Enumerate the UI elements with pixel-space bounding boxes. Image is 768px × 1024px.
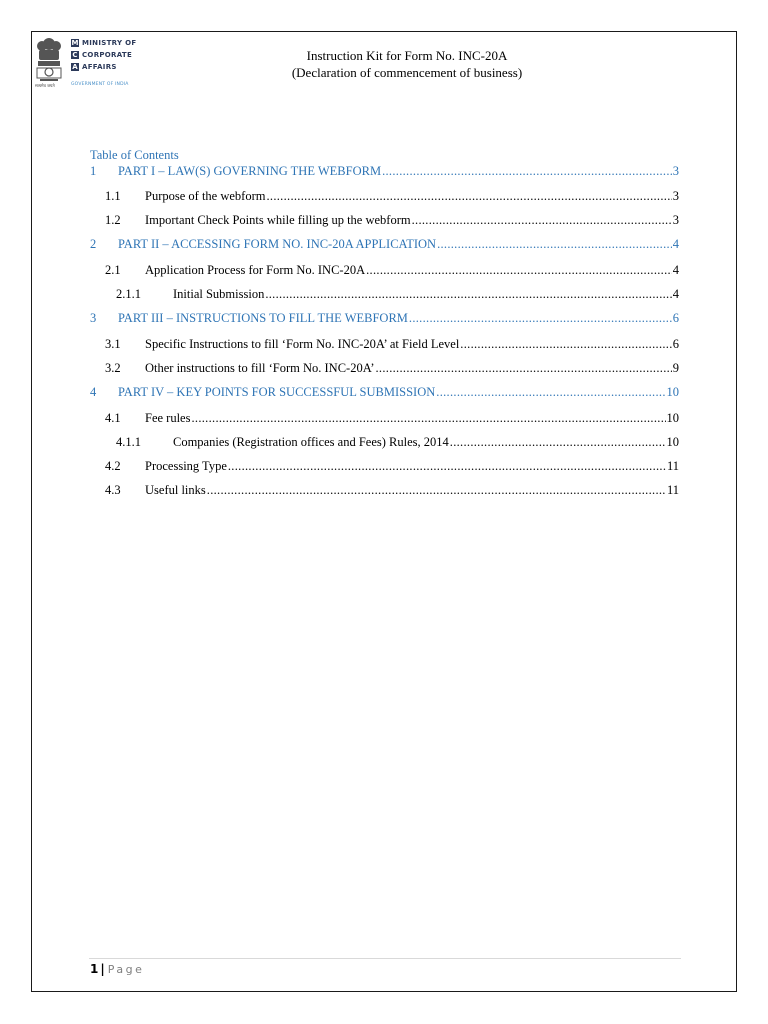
toc-leader-dots bbox=[266, 189, 671, 204]
toc-entry-title: Useful links bbox=[145, 483, 206, 497]
toc-entry-number: 2.1.1 bbox=[116, 287, 141, 301]
emblem-caption: सत्यमेव जयते bbox=[35, 83, 55, 88]
document-page bbox=[31, 31, 737, 992]
toc-entry-number: 4.1.1 bbox=[116, 435, 141, 449]
toc-entry-4-3[interactable] bbox=[105, 483, 679, 498]
toc-entry-title: Companies (Registration offices and Fees) Rules, 2014 bbox=[173, 435, 449, 449]
mca-letter-c: C bbox=[72, 51, 78, 59]
toc-entry-title: PART I – LAW(S) GOVERNING THE WEBFORM bbox=[118, 164, 382, 178]
toc-leader-dots bbox=[437, 237, 672, 252]
toc-entry-1[interactable] bbox=[90, 164, 679, 179]
document-header-title bbox=[237, 47, 577, 81]
toc-entry-page: 3 bbox=[672, 164, 679, 178]
toc-leader-dots bbox=[450, 435, 666, 450]
footer-divider bbox=[89, 958, 681, 959]
toc-entry-3-1[interactable] bbox=[105, 337, 679, 352]
toc-leader-dots bbox=[382, 164, 672, 179]
page-footer bbox=[90, 962, 144, 976]
toc-entry-page: 10 bbox=[666, 411, 679, 425]
mca-line-ministry bbox=[71, 38, 136, 48]
toc-entry-title: PART IV – KEY POINTS FOR SUCCESSFUL SUBMISSION bbox=[118, 385, 436, 399]
toc-entry-number: 3 bbox=[90, 311, 97, 325]
toc-entry-4-1[interactable] bbox=[105, 411, 679, 426]
toc-entry-3[interactable] bbox=[90, 311, 679, 326]
toc-entry-page: 3 bbox=[672, 213, 679, 227]
toc-entry-page: 10 bbox=[666, 385, 679, 399]
toc-entry-title: PART II – ACCESSING FORM NO. INC-20A APPLICATION bbox=[118, 237, 437, 251]
mca-logo bbox=[34, 36, 164, 92]
mca-word-ministry: MINISTRY OF bbox=[82, 39, 137, 47]
mca-letter-a: A bbox=[72, 63, 78, 71]
toc-entry-page: 3 bbox=[672, 189, 679, 203]
toc-entry-page: 6 bbox=[672, 337, 679, 351]
toc-entry-title: Fee rules bbox=[145, 411, 191, 425]
mca-word-corporate: CORPORATE bbox=[82, 51, 133, 59]
toc-entry-4-1-1[interactable] bbox=[116, 435, 679, 450]
toc-entry-1-2[interactable] bbox=[105, 213, 679, 228]
toc-leader-dots bbox=[228, 459, 666, 474]
toc-entry-number: 4.2 bbox=[105, 459, 121, 473]
toc-entry-4[interactable] bbox=[90, 385, 679, 400]
footer-separator: | bbox=[100, 962, 105, 976]
footer-page-number: 1 bbox=[90, 962, 99, 976]
toc-leader-dots bbox=[460, 337, 671, 352]
toc-entry-number: 4.3 bbox=[105, 483, 121, 497]
toc-entry-page: 4 bbox=[672, 263, 679, 277]
toc-entry-number: 1 bbox=[90, 164, 97, 178]
toc-leader-dots bbox=[409, 311, 672, 326]
toc-entry-title: PART III – INSTRUCTIONS TO FILL THE WEBFORM bbox=[118, 311, 408, 325]
toc-leader-dots bbox=[265, 287, 671, 302]
toc-leader-dots bbox=[436, 385, 665, 400]
toc-leader-dots bbox=[191, 411, 665, 426]
toc-entry-title: Other instructions to fill ‘Form No. INC-20A’ bbox=[145, 361, 375, 375]
toc-heading: Table of Contents bbox=[90, 148, 179, 162]
mca-line-corporate bbox=[71, 50, 136, 60]
toc-entry-number: 2 bbox=[90, 237, 97, 251]
toc-entry-2-1[interactable] bbox=[105, 263, 679, 278]
toc-entry-title: Initial Submission bbox=[173, 287, 265, 301]
toc-entry-page: 9 bbox=[672, 361, 679, 375]
toc-entry-2-1-1[interactable] bbox=[116, 287, 679, 302]
toc-entry-number: 4 bbox=[90, 385, 97, 399]
toc-leader-dots bbox=[366, 263, 672, 278]
toc-entry-1-1[interactable] bbox=[105, 189, 679, 204]
header-title-line-2: (Declaration of commencement of business) bbox=[291, 65, 523, 80]
toc-entry-page: 11 bbox=[666, 483, 679, 497]
toc-entry-number: 2.1 bbox=[105, 263, 121, 277]
toc-entry-title: Processing Type bbox=[145, 459, 227, 473]
toc-entry-number: 4.1 bbox=[105, 411, 121, 425]
toc-leader-dots bbox=[412, 213, 672, 228]
toc-entry-title: Application Process for Form No. INC-20A bbox=[145, 263, 366, 277]
toc-entry-page: 4 bbox=[672, 237, 679, 251]
toc-entry-page: 10 bbox=[666, 435, 679, 449]
header-title-line-1: Instruction Kit for Form No. INC-20A bbox=[306, 48, 508, 63]
toc-entry-number: 3.1 bbox=[105, 337, 121, 351]
footer-page-word: Page bbox=[107, 963, 145, 976]
toc-entry-number: 3.2 bbox=[105, 361, 121, 375]
government-of-india-label: GOVERNMENT OF INDIA bbox=[71, 82, 129, 87]
toc-entry-title: Specific Instructions to fill ‘Form No. INC-20A’ at Field Level bbox=[145, 337, 460, 351]
toc-entry-4-2[interactable] bbox=[105, 459, 679, 474]
mca-line-affairs bbox=[71, 62, 136, 72]
toc-entry-title: Important Check Points while filling up the webform bbox=[145, 213, 411, 227]
toc-entry-2[interactable] bbox=[90, 237, 679, 252]
toc-entry-page: 11 bbox=[666, 459, 679, 473]
mca-wordmark bbox=[71, 38, 136, 74]
toc-entry-number: 1.1 bbox=[105, 189, 121, 203]
toc-entry-page: 6 bbox=[672, 311, 679, 325]
toc-entry-page: 4 bbox=[672, 287, 679, 301]
mca-letter-m: M bbox=[71, 39, 79, 47]
toc-leader-dots bbox=[376, 361, 672, 376]
mca-word-affairs: AFFAIRS bbox=[82, 63, 117, 71]
toc-entry-3-2[interactable] bbox=[105, 361, 679, 376]
toc-entry-title: Purpose of the webform bbox=[145, 189, 266, 203]
toc-leader-dots bbox=[207, 483, 666, 498]
toc-entry-number: 1.2 bbox=[105, 213, 121, 227]
